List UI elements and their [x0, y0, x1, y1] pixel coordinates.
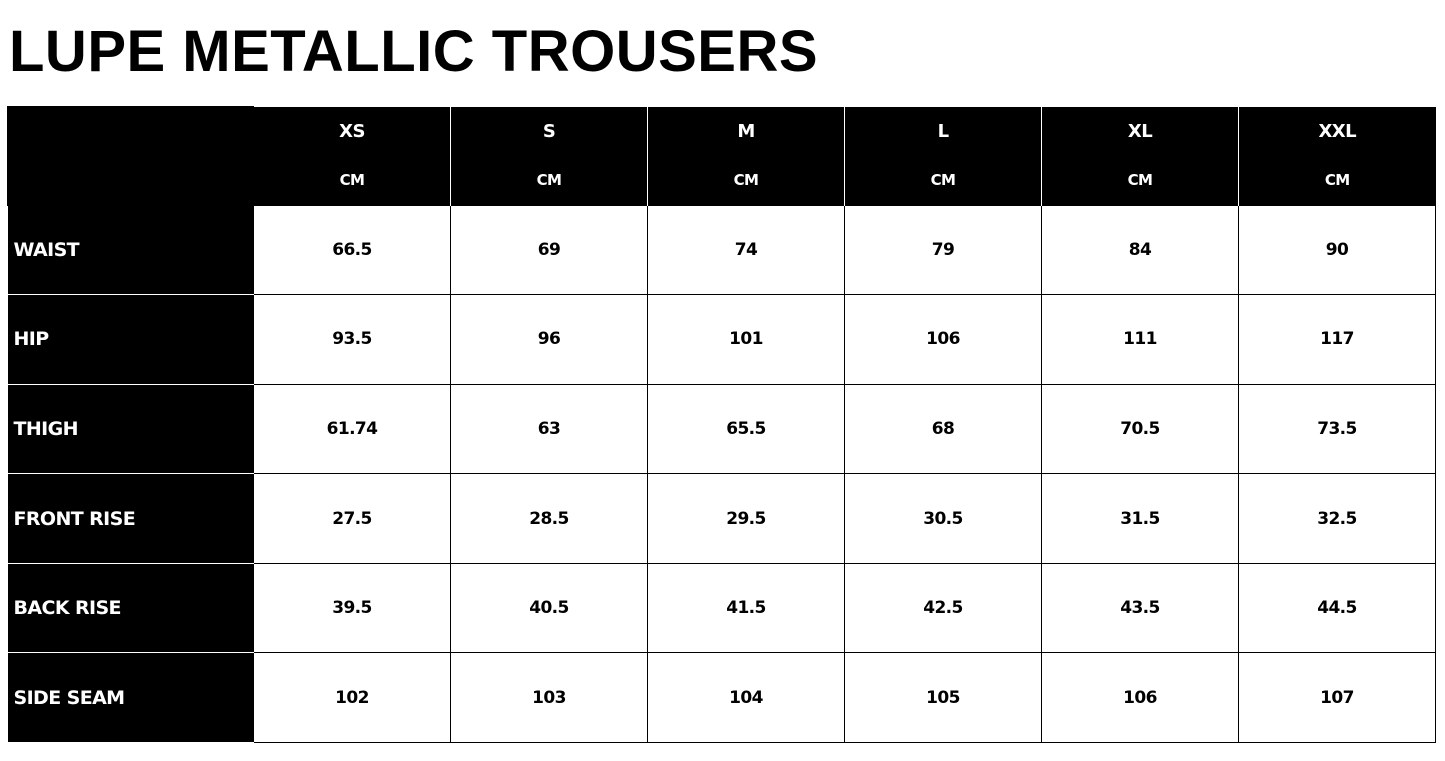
table-cell: 105 — [845, 653, 1042, 743]
table-cell: 40.5 — [451, 563, 648, 653]
table-cell: 43.5 — [1042, 563, 1239, 653]
table-cell: 69 — [451, 205, 648, 295]
page-title: LUPE METALLIC TROUSERS — [9, 19, 819, 84]
unit-header: CM — [1042, 156, 1239, 206]
size-header-xs: XS — [254, 107, 451, 156]
row-label: HIP — [8, 295, 254, 385]
table-cell: 39.5 — [254, 563, 451, 653]
size-chart-table — [7, 106, 1436, 743]
table-row-front-rise — [8, 474, 1436, 564]
table-row-side-seam — [8, 653, 1436, 743]
table-cell: 111 — [1042, 295, 1239, 385]
size-chart-header — [8, 107, 1436, 206]
table-cell: 104 — [648, 653, 845, 743]
table-cell: 29.5 — [648, 474, 845, 564]
table-cell: 102 — [254, 653, 451, 743]
table-cell: 73.5 — [1239, 384, 1436, 474]
row-label: WAIST — [8, 205, 254, 295]
table-cell: 70.5 — [1042, 384, 1239, 474]
unit-header: CM — [1239, 156, 1436, 206]
table-row-back-rise — [8, 563, 1436, 653]
table-cell: 63 — [451, 384, 648, 474]
table-cell: 31.5 — [1042, 474, 1239, 564]
table-cell: 66.5 — [254, 205, 451, 295]
table-row-hip — [8, 295, 1436, 385]
table-cell: 79 — [845, 205, 1042, 295]
unit-header: CM — [845, 156, 1042, 206]
header-corner-cell — [8, 107, 254, 206]
table-cell: 28.5 — [451, 474, 648, 564]
table-cell: 61.74 — [254, 384, 451, 474]
table-cell: 84 — [1042, 205, 1239, 295]
table-cell: 103 — [451, 653, 648, 743]
table-cell: 32.5 — [1239, 474, 1436, 564]
size-header-s: S — [451, 107, 648, 156]
table-cell: 68 — [845, 384, 1042, 474]
unit-header: CM — [451, 156, 648, 206]
unit-header: CM — [648, 156, 845, 206]
row-label: SIDE SEAM — [8, 653, 254, 743]
table-cell: 42.5 — [845, 563, 1042, 653]
size-header-m: M — [648, 107, 845, 156]
table-cell: 106 — [845, 295, 1042, 385]
row-label: BACK RISE — [8, 563, 254, 653]
row-label: FRONT RISE — [8, 474, 254, 564]
table-cell: 27.5 — [254, 474, 451, 564]
table-cell: 106 — [1042, 653, 1239, 743]
size-header-row — [8, 107, 1436, 156]
table-cell: 90 — [1239, 205, 1436, 295]
table-cell: 41.5 — [648, 563, 845, 653]
table-row-waist — [8, 205, 1436, 295]
unit-header: CM — [254, 156, 451, 206]
table-cell: 30.5 — [845, 474, 1042, 564]
table-cell: 107 — [1239, 653, 1436, 743]
table-cell: 96 — [451, 295, 648, 385]
size-chart-body — [8, 205, 1436, 743]
table-cell: 93.5 — [254, 295, 451, 385]
table-cell: 101 — [648, 295, 845, 385]
size-header-l: L — [845, 107, 1042, 156]
table-row-thigh — [8, 384, 1436, 474]
row-label: THIGH — [8, 384, 254, 474]
size-header-xl: XL — [1042, 107, 1239, 156]
table-cell: 65.5 — [648, 384, 845, 474]
table-cell: 117 — [1239, 295, 1436, 385]
table-cell: 74 — [648, 205, 845, 295]
table-cell: 44.5 — [1239, 563, 1436, 653]
size-header-xxl: XXL — [1239, 107, 1436, 156]
